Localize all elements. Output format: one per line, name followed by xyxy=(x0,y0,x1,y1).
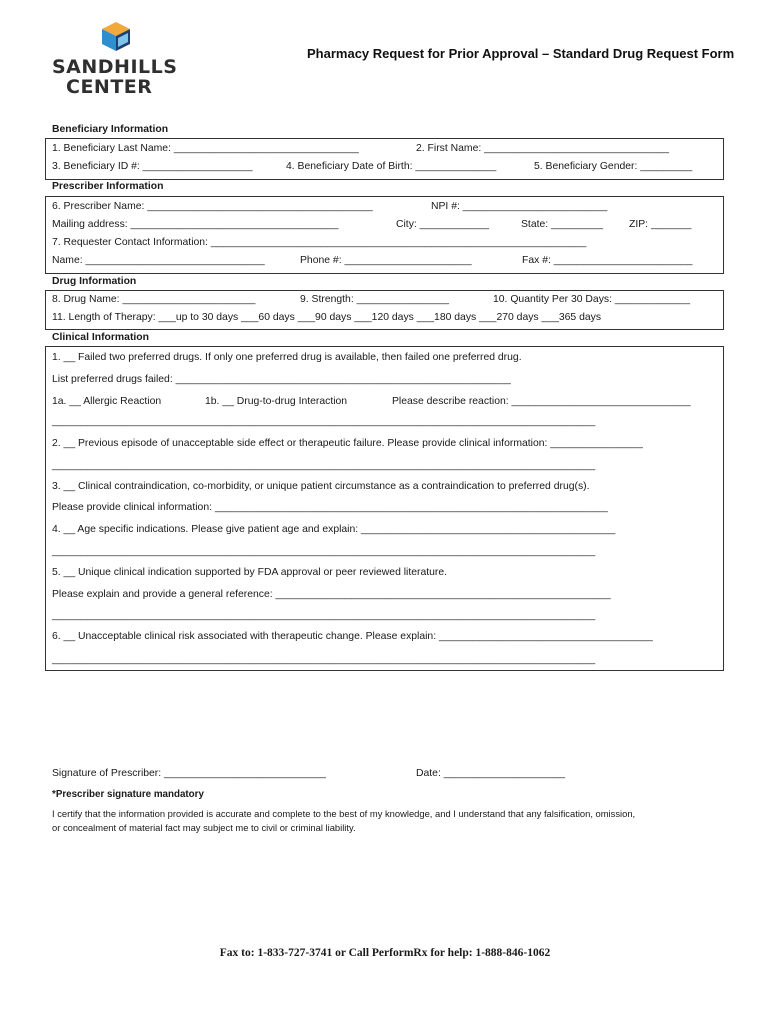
mailing-address-field[interactable]: Mailing address: ____________________________________ xyxy=(52,219,339,230)
phone-field[interactable]: Phone #: ______________________ xyxy=(300,255,472,266)
date-field[interactable]: Date: _____________________ xyxy=(416,768,566,779)
clinical-heading: Clinical Information xyxy=(52,332,149,343)
logo-mark-icon xyxy=(98,20,134,52)
clinical-q6[interactable]: 6. __ Unacceptable clinical risk associated with therapeutic change. Please explain: _____________________________________ xyxy=(52,631,653,642)
logo xyxy=(52,20,182,100)
beneficiary-gender-field[interactable]: 5. Beneficiary Gender: _________ xyxy=(534,161,693,172)
beneficiary-id-field[interactable]: 3. Beneficiary ID #: ___________________ xyxy=(52,161,253,172)
fax-field[interactable]: Fax #: ________________________ xyxy=(522,255,693,266)
signature-field[interactable]: Signature of Prescriber: ____________________________ xyxy=(52,768,326,779)
certification-line-1: I certify that the information provided is accurate and complete to the best of my knowledge, and I understand that any falsification, omission, xyxy=(52,808,636,819)
drug-name-field[interactable]: 8. Drug Name: _______________________ xyxy=(52,294,256,305)
requester-contact-field[interactable]: 7. Requester Contact Information: _________________________________________________________________ xyxy=(52,237,587,248)
state-field[interactable]: State: _________ xyxy=(521,219,604,230)
clinical-q3[interactable]: 3. __ Clinical contraindication, co-morbidity, or unique patient circumstance as a contraindication to preferred drug(s). xyxy=(52,481,590,492)
prescriber-heading: Prescriber Information xyxy=(52,181,164,192)
clinical-line-4[interactable]: ______________________________________________________________________________________________ xyxy=(52,546,596,557)
clinical-q1a[interactable]: 1a. __ Allergic Reaction xyxy=(52,396,162,407)
requester-name-field[interactable]: Name: _______________________________ xyxy=(52,255,265,266)
prescriber-name-field[interactable]: 6. Prescriber Name: _______________________________________ xyxy=(52,201,373,212)
zip-field[interactable]: ZIP: _______ xyxy=(629,219,692,230)
city-field[interactable]: City: ____________ xyxy=(396,219,490,230)
logo-line-1: SANDHILLS xyxy=(52,56,178,78)
clinical-line-2[interactable]: ______________________________________________________________________________________________ xyxy=(52,460,596,471)
beneficiary-dob-field[interactable]: 4. Beneficiary Date of Birth: ______________ xyxy=(286,161,497,172)
footer-fax-help: Fax to: 1-833-727-3741 or Call PerformRx for help: 1-888-846-1062 xyxy=(219,947,551,959)
certification-line-2: or concealment of material fact may subject me to civil or criminal liability. xyxy=(52,822,356,833)
beneficiary-first-name-field[interactable]: 2. First Name: ________________________________ xyxy=(416,143,670,154)
page-title: Pharmacy Request for Prior Approval – Standard Drug Request Form xyxy=(307,46,735,61)
clinical-line-6[interactable]: ______________________________________________________________________________________________ xyxy=(52,654,596,665)
length-of-therapy-field[interactable]: 11. Length of Therapy: ___up to 30 days ___60 days ___90 days ___120 days ___180 days ___270 days ___365 days xyxy=(52,312,602,323)
clinical-q2[interactable]: 2. __ Previous episode of unacceptable side effect or therapeutic failure. Please provide clinical information: ________________ xyxy=(52,438,643,449)
drug-heading: Drug Information xyxy=(52,276,137,287)
clinical-q1[interactable]: 1. __ Failed two preferred drugs. If only one preferred drug is available, then failed one preferred drug. xyxy=(52,352,522,363)
clinical-q1-list-field[interactable]: List preferred drugs failed: __________________________________________________________ xyxy=(52,374,511,385)
clinical-line-5[interactable]: ______________________________________________________________________________________________ xyxy=(52,610,596,621)
npi-field[interactable]: NPI #: _________________________ xyxy=(431,201,608,212)
clinical-q1b[interactable]: 1b. __ Drug-to-drug Interaction xyxy=(205,396,348,407)
beneficiary-heading: Beneficiary Information xyxy=(52,124,169,135)
beneficiary-last-name-field[interactable]: 1. Beneficiary Last Name: ________________________________ xyxy=(52,143,359,154)
clinical-q5-reference-field[interactable]: Please explain and provide a general reference: __________________________________________________________ xyxy=(52,589,611,600)
clinical-q5[interactable]: 5. __ Unique clinical indication supported by FDA approval or peer reviewed literature. xyxy=(52,567,448,578)
signature-mandatory-note: *Prescriber signature mandatory xyxy=(52,789,204,800)
quantity-field[interactable]: 10. Quantity Per 30 Days: _____________ xyxy=(493,294,690,305)
clinical-q3-info-field[interactable]: Please provide clinical information: ____________________________________________________________________ xyxy=(52,502,608,513)
clinical-line-1[interactable]: ______________________________________________________________________________________________ xyxy=(52,416,596,427)
strength-field[interactable]: 9. Strength: ________________ xyxy=(300,294,450,305)
logo-line-2: CENTER xyxy=(66,76,153,98)
clinical-q4[interactable]: 4. __ Age specific indications. Please give patient age and explain: ____________________________________________ xyxy=(52,524,616,535)
clinical-q1-reaction-field[interactable]: Please describe reaction: _______________________________ xyxy=(392,396,691,407)
